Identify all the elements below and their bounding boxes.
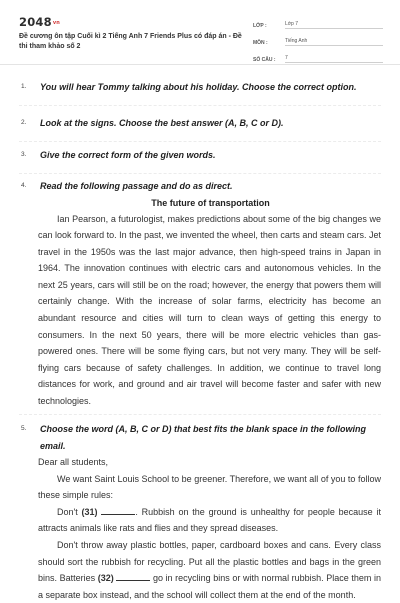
email-rule-2	[38, 537, 381, 603]
rule-text: Don't throw away plastic bottles, paper, cardboard boxes and cans. Every class should sort the rubbish for recycling. Put all the plastic bottles and bags in the green bins. Batteries	[38, 539, 381, 584]
question-3	[19, 147, 381, 164]
question-instruction: Look at the signs. Choose the best answer (A, B, C or D).	[40, 118, 284, 128]
meta-label: LỚP :	[253, 23, 267, 29]
rule-text: Don't	[57, 506, 82, 517]
question-instruction: You will hear Tommy talking about his holiday. Choose the correct option.	[40, 82, 357, 92]
question-instruction: Read the following passage and do as direct.	[40, 181, 233, 191]
question-number: 3.	[21, 151, 27, 158]
email-rule-1	[38, 504, 381, 537]
logo-text: 2048	[19, 15, 52, 29]
question-number: 2.	[21, 119, 27, 126]
meta-value: 7	[285, 55, 383, 63]
email-greeting: Dear all students,	[38, 457, 109, 467]
question-number: 4.	[21, 182, 27, 189]
blank-number: (32)	[97, 573, 114, 584]
passage-title: The future of transportation	[151, 197, 270, 208]
passage-text: Ian Pearson, a futurologist, makes predictions about some of the big changes we can look forward to. In the past, we invented the wheel, then carts and steam cars. Jet travel in the 1950s was the last major advance, then high-speed trains in Japan in 1964. The innovation continues with electric cars and autonomous vehicles. In the next 25 years, cars will still be on the road; however, the energy that powers them will certainly change. With the increase of solar farms, electricity has become an abundant resource and cities will turn to clean ways of getting this energy to consumers. In the next 50 years, there will be more electric vehicles than gas-powered ones. There will be some flying cars, but not very many. They will be self-flying cars because of safety challenges. In addition, we continue to travel long distances for work, and ground and air travel will become faster and safer with new technologies.	[38, 213, 381, 407]
document-header	[0, 0, 400, 65]
question-2	[19, 115, 381, 132]
divider	[19, 173, 381, 174]
meta-row-class	[253, 14, 383, 29]
meta-value: Tiếng Anh	[285, 38, 383, 46]
meta-label: MÔN :	[253, 40, 268, 46]
divider	[19, 414, 381, 415]
document-title: Đề cương ôn tập Cuối kì 2 Tiếng Anh 7 Friends Plus có đáp án - Đề thi tham khảo số 2	[19, 33, 242, 50]
meta-row-count	[253, 48, 383, 63]
blank-number: (31)	[81, 506, 98, 517]
meta-label: SỐ CÂU :	[253, 57, 276, 63]
question-number: 5.	[21, 425, 27, 432]
rule-text: . Rubbish on the ground is unhealthy for people because it attracts animals like rats and flies and they spread diseases.	[38, 506, 381, 534]
meta-value: Lớp 7	[285, 21, 383, 29]
meta-row-subject	[253, 31, 383, 46]
answer-blank[interactable]	[101, 507, 135, 515]
answer-blank[interactable]	[116, 573, 150, 581]
question-5	[19, 421, 381, 603]
email-paragraph: We want Saint Louis School to be greener. Therefore, we want all of you to follow these simple rules:	[38, 473, 381, 501]
rule-text: go in recycling bins or with normal rubbish. Place them in a separate box instead, and the school will collect them at the end of the month.	[38, 573, 381, 600]
question-1	[19, 79, 381, 96]
site-logo[interactable]	[19, 15, 60, 29]
divider	[19, 141, 381, 142]
question-instruction: Choose the word (A, B, C or D) that best fits the blank space in the following email.	[40, 424, 367, 451]
question-instruction: Give the correct form of the given words.	[40, 150, 216, 160]
question-4	[19, 178, 381, 410]
logo-suffix: vn	[52, 19, 61, 26]
question-number: 1.	[21, 83, 27, 90]
document-meta	[253, 14, 383, 65]
divider	[19, 105, 381, 106]
